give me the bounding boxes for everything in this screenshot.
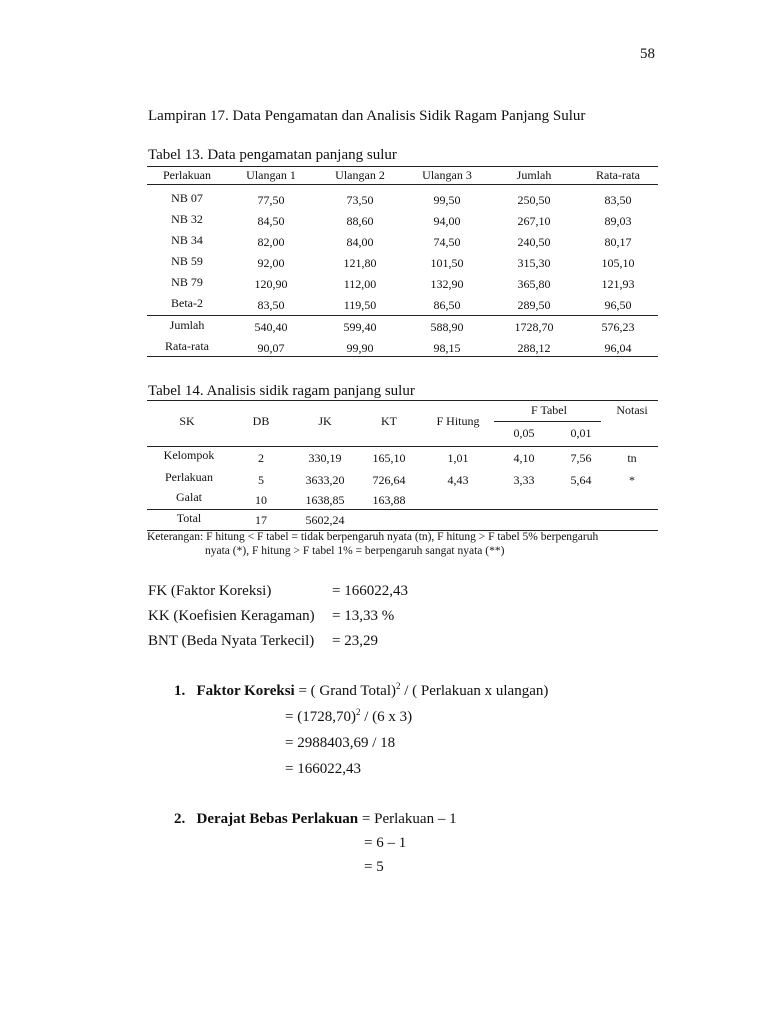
table13-cell: 121,80 [343, 256, 377, 270]
table14-ftabel-rule [494, 421, 601, 422]
table14-caption: Tabel 14. Analisis sidik ragam panjang sulur [148, 383, 415, 399]
table14-cell: 1,01 [447, 451, 469, 465]
table14-total-cell: Total [176, 511, 202, 525]
table14-cell: 3,33 [513, 473, 535, 487]
table14-header-sk: SK [179, 414, 195, 428]
table13-summary-cell: 90,07 [257, 341, 285, 355]
table13-cell: 121,93 [601, 277, 635, 291]
table13-cell: 365,80 [517, 277, 551, 291]
formula1-line4: = 166022,43 [285, 761, 361, 777]
table14-total-cell: 5602,24 [305, 513, 345, 527]
formula2-term: Derajat Bebas Perlakuan [196, 811, 359, 827]
table13-summary-cell: 96,04 [604, 341, 632, 355]
table14-header-kt: KT [381, 414, 397, 428]
table13-cell: 84,00 [346, 235, 374, 249]
bnt-label: BNT (Beda Nyata Terkecil) [148, 633, 315, 649]
table13-cell: 105,10 [601, 256, 635, 270]
table13-cell: 89,03 [604, 214, 632, 228]
table13-cell: 74,50 [433, 235, 461, 249]
table13-cell: 92,00 [257, 256, 285, 270]
table13-cell: 250,50 [517, 193, 551, 207]
table13-summary-cell: 99,90 [346, 341, 374, 355]
formula1-line2-b: / (6 x 3) [364, 709, 413, 725]
table13-header-cell: Ulangan 2 [335, 168, 385, 182]
formula2-head: = Perlakuan – 1 [361, 811, 457, 827]
table14-cell: Galat [176, 490, 202, 504]
formula2-line2: = 6 – 1 [364, 835, 407, 851]
table14-cell: 163,88 [372, 493, 406, 507]
table13-cell: 77,50 [257, 193, 285, 207]
table13-header-cell: Perlakuan [163, 168, 211, 182]
formula1-head-b: / ( Perlakuan x ulangan) [404, 683, 549, 699]
table13-cell: 83,50 [257, 298, 285, 312]
table13-header-cell: Jumlah [516, 168, 552, 182]
table13-cell: 315,30 [517, 256, 551, 270]
table14-cell: 10 [255, 493, 267, 507]
formula1-line2-exponent: 2 [355, 707, 361, 717]
table13-cell: 240,50 [517, 235, 551, 249]
table14-cell: 165,10 [372, 451, 406, 465]
table13-summary-cell: 588,90 [430, 320, 464, 334]
table13-cell: 80,17 [604, 235, 632, 249]
table13-cell: 82,00 [257, 235, 285, 249]
table13-summary-cell: 288,12 [517, 341, 551, 355]
appendix-title: Lampiran 17. Data Pengamatan dan Analisis Sidik Ragam Panjang Sulur [148, 108, 586, 124]
table13-summary-cell: 98,15 [433, 341, 461, 355]
table14-header-fhitung: F Hitung [436, 414, 480, 428]
formula2-heading [174, 811, 457, 828]
table14-cell: 4,10 [513, 451, 535, 465]
table14-header-rule [147, 446, 658, 447]
table13-summary-cell: 599,40 [343, 320, 377, 334]
table13-cell: NB 79 [171, 275, 203, 289]
table14-header-db: DB [252, 414, 270, 428]
table13-cell: NB 07 [171, 191, 203, 205]
table14-cell: 5 [258, 473, 264, 487]
table13-header-rule [147, 184, 658, 185]
table13-cell: 101,50 [430, 256, 464, 270]
table14-note-line2: nyata (*), F hitung > F tabel 1% = berpengaruh sangat nyata (**) [205, 545, 505, 557]
table14-header-ftabel: F Tabel [531, 403, 567, 417]
table13-cell: NB 34 [171, 233, 203, 247]
table14-cell: * [629, 473, 635, 487]
formula1-head-a: = ( Grand Total) [298, 683, 396, 699]
table13-summary-cell: 1728,70 [514, 320, 554, 334]
fk-label: FK (Faktor Koreksi) [148, 583, 272, 599]
formula1-line2 [285, 709, 412, 726]
table13-header-cell: Rata-rata [596, 168, 640, 182]
table13-summary-cell: 540,40 [254, 320, 288, 334]
table13-cell: 88,60 [346, 214, 374, 228]
table14-cell: tn [627, 451, 637, 465]
table14-cell: 2 [258, 451, 264, 465]
kk-label: KK (Koefisien Keragaman) [148, 608, 315, 624]
table14-note-line1: Keterangan: F hitung < F tabel = tidak berpengaruh nyata (tn), F hitung > F tabel 5% berpengaruh [147, 531, 599, 543]
formula1-line2-a: = (1728,70) [285, 709, 356, 725]
table13-cell: 289,50 [517, 298, 551, 312]
table14-total-rule [147, 509, 658, 510]
table14-total-cell: 17 [255, 513, 267, 527]
table14-cell: 726,64 [372, 473, 406, 487]
table13-cell: 96,50 [604, 298, 632, 312]
table13-cell: 120,90 [254, 277, 288, 291]
table13-cell: Beta-2 [171, 296, 203, 310]
formula2-line3: = 5 [364, 859, 384, 875]
page-number: 58 [640, 46, 655, 62]
formula1-exponent: 2 [395, 681, 401, 691]
table14-cell: 5,64 [570, 473, 592, 487]
bnt-value: = 23,29 [332, 633, 378, 649]
table14-top-rule [147, 400, 658, 401]
table13-top-rule [147, 166, 658, 167]
kk-value: = 13,33 % [332, 608, 395, 624]
table13-cell: 112,00 [343, 277, 377, 291]
table13-cell: 83,50 [604, 193, 632, 207]
table13-cell: NB 59 [171, 254, 203, 268]
table14-cell: Perlakuan [165, 470, 213, 484]
table14-header-f001: 0,01 [570, 426, 592, 440]
table14-cell: Kelompok [163, 448, 215, 462]
table13-header-cell: Ulangan 1 [246, 168, 296, 182]
table13-caption: Tabel 13. Data pengamatan panjang sulur [148, 147, 397, 163]
table13-cell: 73,50 [346, 193, 374, 207]
table14-cell: 1638,85 [305, 493, 345, 507]
table13-cell: 86,50 [433, 298, 461, 312]
formula1-line3: = 2988403,69 / 18 [285, 735, 396, 751]
table13-summary-cell: 576,23 [601, 320, 635, 334]
table13-cell: 119,50 [343, 298, 377, 312]
formula1-term: Faktor Koreksi [196, 683, 295, 699]
table14-cell: 330,19 [308, 451, 342, 465]
fk-value: = 166022,43 [332, 583, 408, 599]
table14-cell: 3633,20 [305, 473, 345, 487]
table13-summary-cell: Rata-rata [165, 339, 209, 353]
table13-cell: 132,90 [430, 277, 464, 291]
table13-header-cell: Ulangan 3 [422, 168, 472, 182]
table13-summary-cell: Jumlah [169, 318, 205, 332]
table13-cell: 267,10 [517, 214, 551, 228]
table13-summary-rule [147, 315, 658, 316]
table13-bottom-rule [147, 356, 658, 357]
formula1-heading [174, 683, 548, 700]
table13-cell: 84,50 [257, 214, 285, 228]
table14-header-f005: 0,05 [513, 426, 535, 440]
formula2-number: 2. [174, 811, 186, 827]
table14-cell: 7,56 [570, 451, 592, 465]
table14-cell: 4,43 [447, 473, 469, 487]
formula1-number: 1. [174, 683, 186, 699]
table13-cell: NB 32 [171, 212, 203, 226]
table14-header-jk: JK [318, 414, 332, 428]
table14-header-notasi: Notasi [616, 403, 648, 417]
table13-cell: 99,50 [433, 193, 461, 207]
table13-cell: 94,00 [433, 214, 461, 228]
